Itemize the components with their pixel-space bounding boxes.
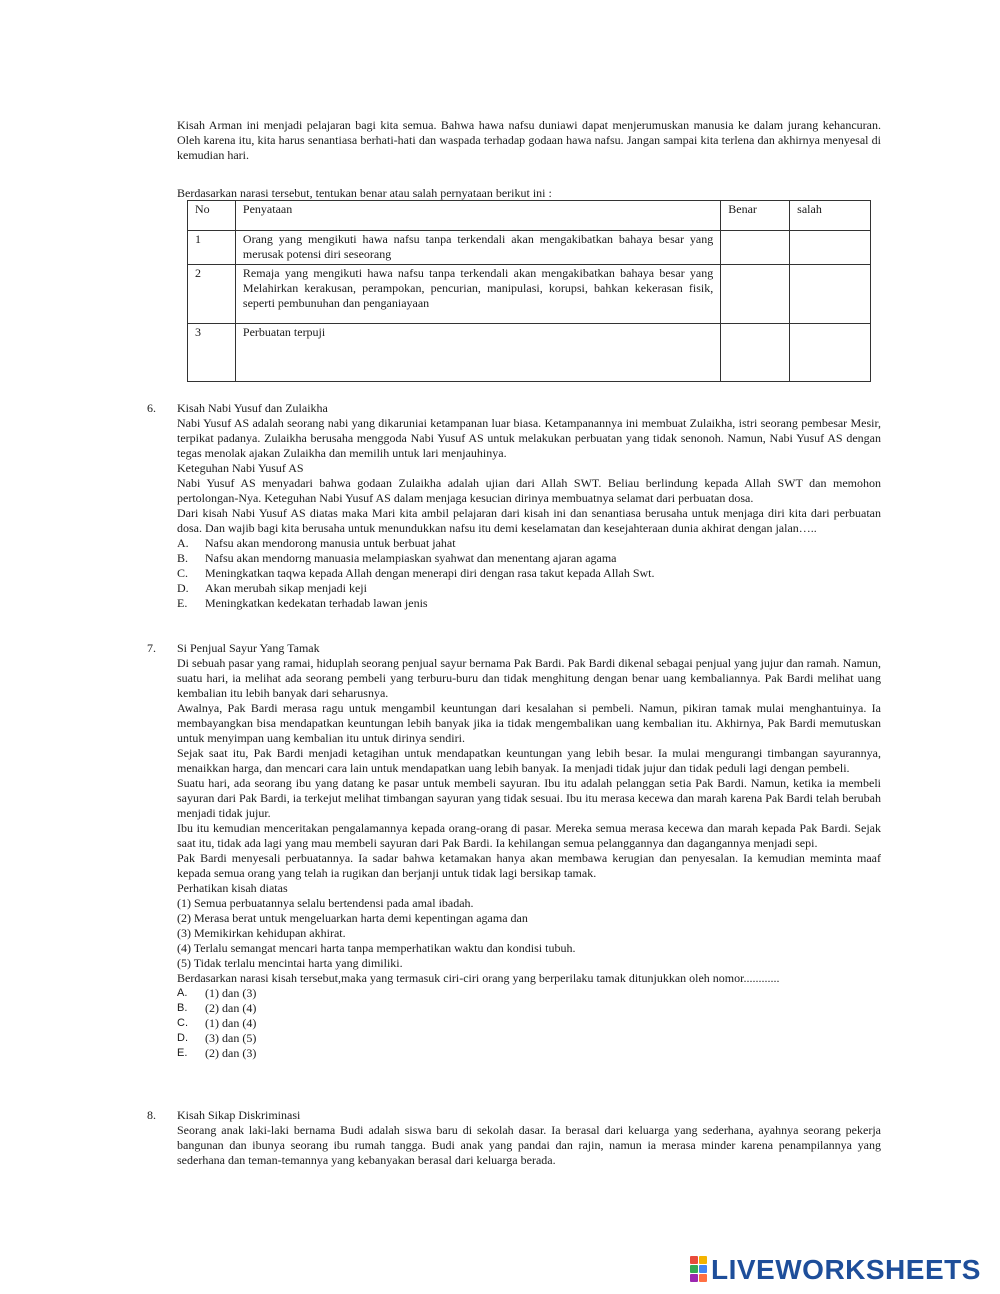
false-answer-cell[interactable] [790,265,871,324]
story-paragraph: Dari kisah Nabi Yusuf AS diatas maka Mari kita ambil pelajaran dari kisah ini dan senantiasa berusaha untuk menjaga diri kita dari perbuatan dosa. Dan wajib bagi kita berusaha untuk menundukkan nafsu itu demi keselamatan dan kesejahteraan dunia akhirat dengan jalan….. [177,506,881,535]
question-number: 7. [147,641,156,655]
story-paragraph: Nabi Yusuf AS adalah seorang nabi yang dikaruniai ketampanan luar biasa. Ketampanannya ini membuat Zulaikha, istri seorang pembesar Mesir, terpikat padanya. Zulaikha berusaha menggoda Nabi Yusuf AS untuk melakukan perbuatan yang tidak senonoh. Namun, Nabi Yusuf AS dengan tegas menolak ajakan Zulaikha dan memilih untuk lari menjauhinya. [177,416,881,460]
story-paragraph: Sejak saat itu, Pak Bardi menjadi ketagihan untuk mendapatkan keuntungan yang lebih besar. Ia mulai mengurangi timbangan sayurannya, menaikkan harga, dan mencari cara lain untuk mendapatkan uang lebih banyak. Ia menjadi tidak jujur dan tidak peduli lagi dengan pembeli. [177,746,881,775]
logo-block [699,1256,707,1264]
row-statement: Perbuatan terpuji [235,324,720,382]
logo-block [690,1274,698,1282]
answer-option-d[interactable]: D. (3) dan (5) [177,1031,257,1045]
true-answer-cell[interactable] [721,231,790,265]
intro-paragraph: Kisah Arman ini menjadi pelajaran bagi kita semua. Bahwa hawa nafsu duniawi dapat menjerumuskan manusia ke dalam jurang kehancuran. Oleh karena itu, kita harus senantiasa berhati-hati dan waspada terhadap godaan hawa nafsu. Jangan sampai kita terlena dan akhirnya menyesal di kemudian hari. [177,118,881,162]
true-answer-cell[interactable] [721,324,790,382]
question-title: Kisah Sikap Diskriminasi [177,1108,301,1122]
numbered-statement: (4) Terlalu semangat mencari harta tanpa memperhatikan waktu dan kondisi tubuh. [177,941,576,955]
table-instruction: Berdasarkan narasi tersebut, tentukan benar atau salah pernyataan berikut ini : [177,186,552,200]
answer-option-c[interactable]: C. (1) dan (4) [177,1016,257,1030]
answer-option-b[interactable]: B. (2) dan (4) [177,1001,257,1015]
table-row [188,265,871,324]
true-answer-cell[interactable] [721,265,790,324]
answer-options [177,536,881,611]
question-number: 8. [147,1108,156,1122]
story-paragraph: Ibu itu kemudian menceritakan pengalamannya kepada orang-orang di pasar. Mereka semua merasa kecewa dan marah kepada Pak Bardi. Sejak saat itu, tidak ada lagi yang mau membeli sayuran dari Pak Bardi. Ia kehilangan semua pelanggannya dan dagangannya menjadi sepi. [177,821,881,850]
numbered-statement: (2) Merasa berat untuk mengeluarkan harta demi kepentingan agama dan [177,911,528,925]
question-title: Kisah Nabi Yusuf dan Zulaikha [177,401,328,415]
false-answer-cell[interactable] [790,324,871,382]
header-false: salah [790,201,871,231]
answer-option-b[interactable]: B. Nafsu akan mendorng manuasia melampiaskan syahwat dan menentang ajaran agama [177,551,617,565]
story-paragraph: Seorang anak laki-laki bernama Budi adalah siswa baru di sekolah dasar. Ia berasal dari keluarga yang sederhana, ayahnya seorang pekerja bangunan dan ibunya seorang ibu rumah tangga. Budi anak yang pandai dan rajin, namun ia merasa minder karena penampilannya yang sederhana dan teman-temannya yang kebanyakan berasal dari keluarga berada. [177,1123,881,1167]
numbered-statement: (1) Semua perbuatannya selalu bertendensi pada amal ibadah. [177,896,474,910]
row-statement: Remaja yang mengikuti hawa nafsu tanpa terkendali akan mengakibatkan bahaya besar yang Melahirkan kerakusan, perampokan, pencurian, manipulasi, korupsi, bahkan kekerasan fisik, seperti pembunuhan dan penganiayaan [235,265,720,324]
question-7 [147,641,881,1061]
question-prompt: Berdasarkan narasi kisah tersebut,maka yang termasuk ciri-ciri orang yang berperilaku tamak ditunjukkan oleh nomor............ [177,971,780,985]
header-no: No [188,201,236,231]
statement-table [187,200,871,382]
row-statement: Orang yang mengikuti hawa nafsu tanpa terkendali akan mengakibatkan bahaya besar yang merusak potensi diri seseorang [235,231,720,265]
story-paragraph: Suatu hari, ada seorang ibu yang datang ke pasar untuk membeli sayuran. Ibu itu adalah pelanggan setia Pak Bardi. Namun, ketika ia membeli sayuran dari Pak Bardi, ia terkejut melihat timbangan sayuran yang tidak sesuai. Ibu itu merasa kecewa dan marah karena Pak Bardi telah berubah menjadi tidak jujur. [177,776,881,820]
numbered-statement: (5) Tidak terlalu mencintai harta yang dimiliki. [177,956,403,970]
logo-text: LIVEWORKSHEETS [711,1253,981,1285]
question-number: 6. [147,401,156,415]
question-8 [147,1108,881,1168]
answer-option-d[interactable]: D. Akan merubah sikap menjadi keji [177,581,367,595]
table-row [188,231,871,265]
story-paragraph: Awalnya, Pak Bardi merasa ragu untuk mengambil keuntungan dari kesalahan si pembeli. Namun, pikiran tamak mulai menghantuinya. Ia membayangkan bisa mendapatkan keuntungan lebih banyak jika ia tidak mengembalikan uang kembalian itu. Akhirnya, Pak Bardi memutuskan untuk menyimpan uang kembalian itu untuk dirinya sendiri. [177,701,881,745]
header-statement: Penyataan [235,201,720,231]
row-number: 3 [188,324,236,382]
logo-block [690,1265,698,1273]
story-paragraph: Nabi Yusuf AS menyadari bahwa godaan Zulaikha adalah ujian dari Allah SWT. Beliau berlindung kepada Allah SWT dan memohon pertolongan-Nya. Keteguhan Nabi Yusuf AS dalam menjaga kesucian dirinya membuatnya selamat dari perbuatan dosa. [177,476,881,505]
answer-option-a[interactable]: A. Nafsu akan mendorong manusia untuk berbuat jahat [177,536,456,550]
logo-block [699,1265,707,1273]
question-title: Si Penjual Sayur Yang Tamak [177,641,320,655]
story-paragraph: Pak Bardi menyesali perbuatannya. Ia sadar bahwa ketamakan hanya akan membawa kerugian dan penyesalan. Ia kemudian meminta maaf kepada semua orang yang telah ia rugikan dan berjanji untuk tidak lagi bersikap tamak. [177,851,881,880]
story-subtitle: Keteguhan Nabi Yusuf AS [177,461,304,475]
answer-option-e[interactable]: E. (2) dan (3) [177,1046,257,1060]
logo-blocks-icon [690,1256,707,1282]
logo-block [699,1274,707,1282]
table-row [188,324,871,382]
logo-block [690,1256,698,1264]
false-answer-cell[interactable] [790,231,871,265]
answer-option-c[interactable]: C. Meningkatkan taqwa kepada Allah dengan menerapi diri dengan rasa takut kepada Allah Swt. [177,566,655,580]
answer-option-a[interactable]: A. (1) dan (3) [177,986,257,1000]
header-true: Benar [721,201,790,231]
story-paragraph: Perhatikan kisah diatas [177,881,288,895]
numbered-statement: (3) Memikirkan kehidupan akhirat. [177,926,346,940]
question-6 [147,401,881,611]
liveworksheets-logo [690,1254,981,1284]
answer-option-e[interactable]: E. Meningkatkan kedekatan terhadab lawan jenis [177,596,428,610]
answer-options [177,986,881,1061]
story-paragraph: Di sebuah pasar yang ramai, hiduplah seorang penjual sayur bernama Pak Bardi. Pak Bardi dikenal sebagai penjual yang jujur dan ramah. Namun, suatu hari, ia melihat ada seorang pembeli yang terburu-buru dan tidak menghitung dengan benar uang kembaliannya. Pak Bardi melihat uang kembalian itu lebih banyak dari seharusnya. [177,656,881,700]
table-header-row [188,201,871,231]
row-number: 1 [188,231,236,265]
row-number: 2 [188,265,236,324]
